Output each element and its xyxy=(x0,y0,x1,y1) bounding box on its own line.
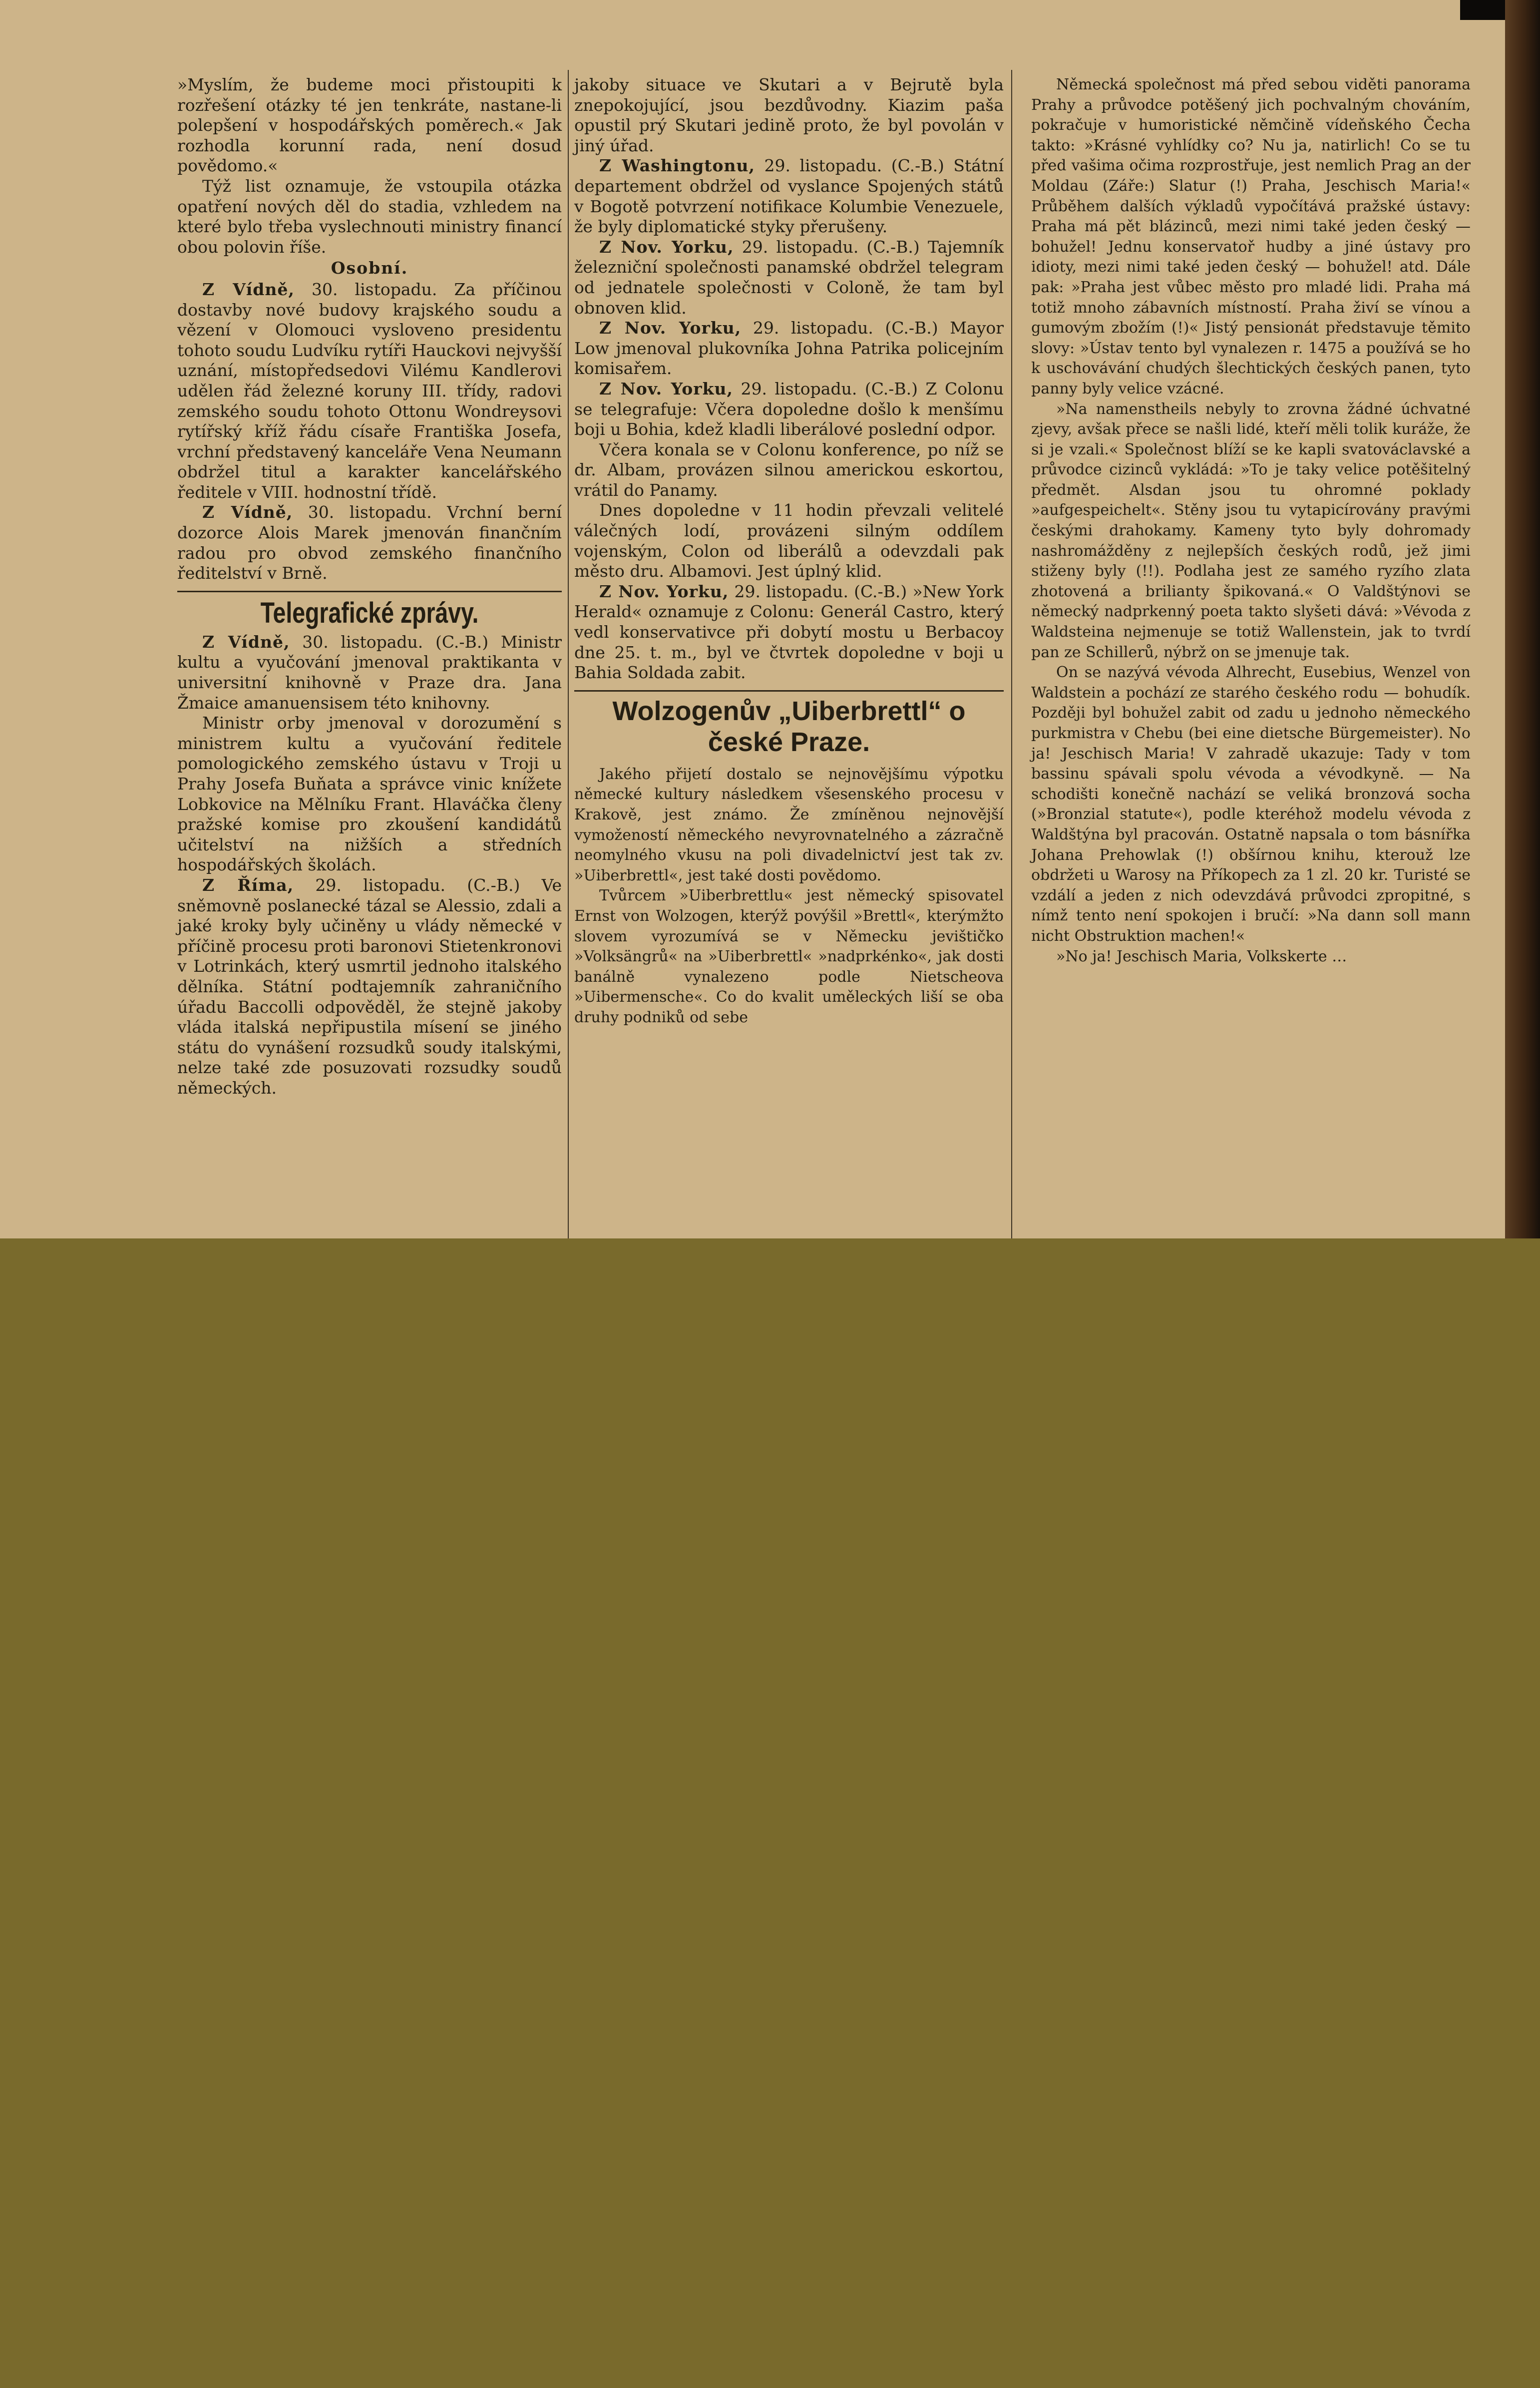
dateline: Z Vídně, xyxy=(202,632,290,652)
dateline: Z Nov. Yorku, xyxy=(599,237,734,257)
section-rule xyxy=(177,591,562,592)
paragraph: On se nazývá vévoda Alhrecht, Eusebius, Wenzel von Waldstein a pochází ze starého českého rodu — bohudík. Později byl bohužel zabit od zadu u jednoho německého purkmistra v Chebu (bei eine dietsche Bürgemeister). No ja! Jeschisch Maria! V zahradě ukazuje: Tady v tom bassinu spávali spolu vévoda a vévodkyně. — Na schodišti konečně nachází se veliká bronzová socha (»Bronzial statute«), podle kteréhož modelu vévoda z Waldštýna byl pracován. Ostatně napsala o tom básnířka Johana Prehowlak (!) obšírnou knihu, kterouž lze obdržeti u Warosy na Příkopech za 1 zl. 20 kr. Turisté se vzdálí a jeden z nich odevzdává průvodci zpropitné, s nímž tento není spokojen i bručí: »Na dann soll mann nicht Obstruktion machen!« xyxy=(1031,664,1471,945)
dateline: Z Nov. Yorku, xyxy=(599,318,742,338)
news-text: 30. listopadu. Vrchní berní dozorce Alois Marek jmenován finančním radou pro obvod zemského finančního ředitelství v Brně. xyxy=(177,502,562,583)
paragraph: Německá společnost má před sebou viděti panorama Prahy a průvodce potěšený jich pochvalným chováním, pokračuje v humoristické němčině vídeňského Čecha takto: »Krásné vyhlídky co? Nu ja, natirlich! Co se tu před vašima očima rozprostřuje, jest nemlich Prag an der Moldau (Záře:) Slatur (!) Praha, Jeschisch Maria!« Průběhem dalších výkladů vypočítává pražské ústavy: Praha má pět blázinců, mezi nimi také jeden český — bohužel! Jednu konservatoř hudby a jiné ústavy pro idioty, mezi nimi také jeden český — bohužel! atd. Dále pak: »Praha jest vůbec město pro mladé lidi. Praha má totiž mnoho zábavních místností. Praha živí se vínou a gumovým zbožím (!)« Jistý pensionát představuje těmito slovy: »Ústav tento byl vynalezen r. 1475 a používá se ho k uschovávání chudých šlechtických českých panen, tyto panny byly velice vzácné. xyxy=(1031,76,1471,398)
news-text: 29. listopadu. (C.-B.) »New York Herald« oznamuje z Colonu: Generál Castro, který vedl konservativce při dobytí mostu u Berbacoy dne 25. t. m., byl ve čtvrtek dopoledne v boji u Bahia Soldada zabit. xyxy=(574,581,1004,683)
news-item xyxy=(177,632,562,713)
dateline: Z Vídně, xyxy=(202,502,293,522)
column-3 xyxy=(1031,75,1471,967)
paragraph: Ministr orby jmenoval v dorozumění s ministrem kultu a vyučování ředitele pomologického zemského ústavu v Troji u Prahy Josefa Buňata a správce vinic knížete Lobkovice na Mělníku Frant. Hlaváčka členy pražské komise pro zkoušení kandidátů učitelství na nižších a středních hospodářských školách. xyxy=(177,713,562,875)
paragraph: »Myslím, že budeme moci přistoupiti k rozřešení otázky té jen tenkráte, nastane-li polepšení v hospodářských poměrech.« Jak rozhodla korunní rada, není dosud povědomo.« xyxy=(177,75,562,176)
paragraph: »Na namenstheils nebyly to zrovna žádné úchvatné zjevy, avšak přece se našli lidé, kteří měli tolik kuráže, že si je vzali.« Společnost blíží se ke kapli svatováclavské a průvodce cizinců vykládá: »To je taky velice potěšitelný předmět. Alsdan jsou tu ohromné poklady »aufgespeichelt«. Stěny jsou tu vytapicírovány pravými českými drahokamy. Kameny tyto byly dohromady nashromážděny z nejlepších českých rodů, jež jimi stiženy byly (!!). Podlaha jest ze samého ryzího zlata zhotovená a brilianty špikovaná.« O Valdštýnovi se německý nadprkenný poeta takto slyšeti dává: »Vévoda z Waldsteina nejmenuje se totiž Wallenstein, jak to tvrdí pan ze Schillerů, nýbrž on se jmenuje tak. xyxy=(1031,400,1471,661)
dateline: Z Nov. Yorku, xyxy=(599,581,729,601)
paragraph: »No ja! Jeschisch Maria, Volkskerte … xyxy=(1056,947,1347,965)
news-text: 30. listopadu. Za příčinou dostavby nové budovy krajského soudu a vězení v Olomouci vysloveno presidentu tohoto soudu Ludvíku rytíři Hauckovi nejvyšší uznání, místopředsedovi Vilému Kandlerovi udělen řád železné koruny III. třídy, radovi zemského soudu tohoto Ottonu Wondreysovi rytířský kříž řádu císaře Františka Josefa, vrchní představený kanceláře Vena Neumann obdržel titul a karakter kancelářského ředitele v VIII. hodnostní třídě. xyxy=(177,279,562,502)
news-item xyxy=(574,237,1004,318)
news-item xyxy=(574,318,1004,379)
news-item xyxy=(574,379,1004,440)
paragraph: Včera konala se v Colonu konference, po níž se dr. Albam, provázen silnou americkou eskortou, vrátil do Panamy. xyxy=(574,439,1004,500)
column-separator xyxy=(1011,70,1012,1238)
page-binding xyxy=(1505,0,1540,1238)
paragraph: Jakého přijetí dostalo se nejnovějšímu výpotku německé kultury následkem všesenského procesu v Krakově, jest známo. Že zmíněnou nejnovější vymožeností německého nevyrovnatelného a zázračně neomylného vkusu na poli divadelnictví jest tak zv. »Uiberbrettl«, jest také dosti povědomo. xyxy=(574,765,1004,884)
dateline: Z Nov. Yorku, xyxy=(599,379,734,398)
paragraph: Týž list oznamuje, že vstoupila otázka opatření nových děl do stadia, vzhledem na které bylo třeba vyslechnouti ministry financí obou polovin říše. xyxy=(177,176,562,257)
news-text: 29. listopadu. (C.-B.) Tajemník železniční společnosti panamské obdržel telegram od jednatele společnosti v Coloně, že tam byl obnoven klid. xyxy=(574,237,1004,318)
dateline: Z Washingtonu, xyxy=(599,156,756,176)
column-separator xyxy=(568,70,569,1238)
section-heading: Osobní. xyxy=(331,258,408,278)
news-item xyxy=(177,502,562,583)
section-heading-telegrafy: Telegrafické zprávy. xyxy=(260,596,479,629)
news-text: 30. listopadu. (C.-B.) Ministr kultu a vyučování jmenoval praktikanta v universitní knihovně v Praze dra. Jana Žmaice amanuensisem této knihovny. xyxy=(177,632,562,713)
dateline: Z Říma, xyxy=(202,875,294,895)
news-text: 29. listopadu. (C.-B.) Státní departement obdržel od vyslance Spojených států v Bogotě potvrzení notifikace Kolumbie Venezuele, že byly diplomatické styky přerušeny. xyxy=(574,156,1004,237)
news-item xyxy=(574,156,1004,237)
news-item xyxy=(177,875,562,1099)
column-1 xyxy=(177,75,562,1099)
news-text: 29. listopadu. (C.-B.) Mayor Low jmenoval plukovníka Johna Patrika policejním komisařem. xyxy=(574,318,1004,379)
news-item xyxy=(177,280,562,503)
section-rule xyxy=(574,690,1004,692)
news-text: 29. listopadu. (C.-B.) Z Colonu se telegrafuje: Včera dopoledne došlo k menšímu boji u Bohia, kdež kladli liberálové poslední odpor. xyxy=(574,379,1004,439)
paragraph: jakoby situace ve Skutari a v Bejrutě byla znepokojující, jsou bezdůvodny. Kiazim paša opustil prý Skutari jedině proto, že byl povolán v jiný úřad. xyxy=(574,75,1004,155)
column-2 xyxy=(574,75,1004,1028)
paragraph: Dnes dopoledne v 11 hodin převzali velitelé válečných lodí, provázeni silným oddílem vojenským, Colon od liberálů a odevzdali pak město dru. Albamovi. Jest úplný klid. xyxy=(574,500,1004,581)
news-item xyxy=(574,582,1004,683)
dateline: Z Vídně, xyxy=(202,279,295,299)
paragraph: Tvůrcem »Uiberbrettlu« jest německý spisovatel Ernst von Wolzogen, kterýž povýšil »Brettl«, kterýmžto slovem vyrozumívá se v Německu jevištičko »Volksängrů« na »Uiberbrettl« »nadprkénko«, jak dosti banálně vynalezeno podle Nietscheova »Uibermensche«. Co do kvalit uměleckých liší se oba druhy podniků od sebe xyxy=(574,887,1004,1026)
news-text: 29. listopadu. (C.-B.) Ve sněmovně poslanecké tázal se Alessio, zdali a jaké kroky byly učiněny u vlády německé v příčině procesu proti baronovi Stietenkronovi v Lotrinkách, který usmrtil jednoho italského dělníka. Státní podtajemník zahraničního úřadu Baccolli odpověděl, že stejně jakoby vláda italská nepřipustila mísení se jiného státu do vynášení rozsudků soudy italskými, nelze také zde posuzovati rozsudky soudů německých. xyxy=(177,875,562,1098)
article-title: Wolzogenův „Uiberbrettl“ o české Praze. xyxy=(612,696,966,757)
